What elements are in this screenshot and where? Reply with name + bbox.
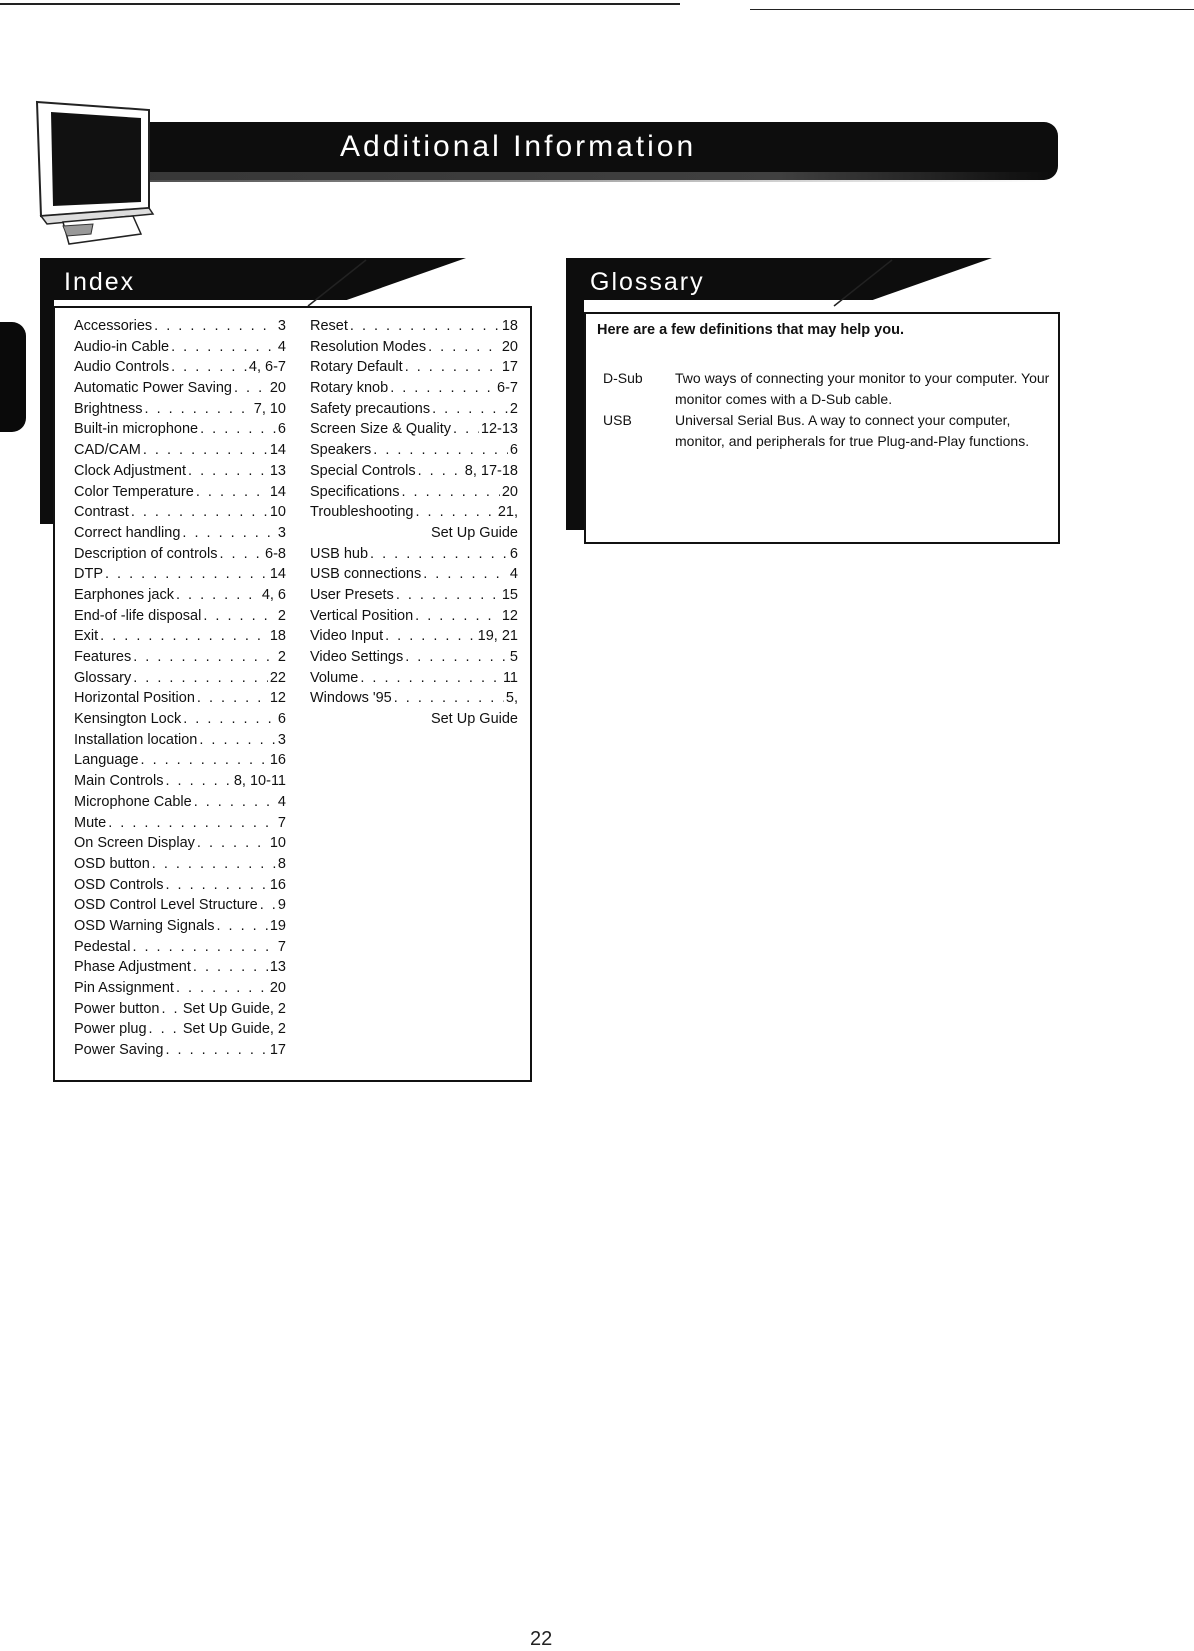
index-leader-dots [132, 939, 275, 955]
index-page-ref: 11 [502, 669, 518, 686]
index-term: Video Input [310, 628, 384, 645]
index-entry [74, 835, 286, 856]
index-page-ref: 20 [501, 338, 518, 355]
index-leader-dots [133, 649, 276, 665]
index-leader-dots [234, 380, 268, 396]
glossary-slash-decoration [826, 258, 896, 308]
index-leader-dots [165, 877, 267, 893]
index-term: Power Saving [74, 1042, 164, 1059]
index-entry [310, 587, 518, 608]
index-entry [74, 504, 286, 525]
index-page-ref: 6 [509, 442, 518, 459]
index-leader-dots [200, 421, 276, 437]
index-leader-dots [360, 670, 501, 686]
index-term: Built-in microphone [74, 421, 199, 438]
index-entry [310, 484, 518, 505]
index-right-column [310, 318, 518, 732]
index-leader-dots [176, 587, 260, 603]
index-term: Correct handling [74, 524, 181, 541]
index-page-ref: 22 [269, 669, 286, 686]
index-term: Glossary [74, 669, 132, 686]
index-term: Microphone Cable [74, 793, 192, 810]
index-page-ref: 5 [509, 649, 518, 665]
index-page-ref: 18 [501, 318, 518, 334]
index-leader-dots [197, 835, 268, 851]
index-term: Installation location [74, 731, 198, 748]
index-entry [74, 773, 286, 794]
index-leader-dots [176, 980, 268, 996]
index-heading: Index [64, 268, 136, 296]
index-page-ref: 6 [509, 545, 518, 562]
index-leader-dots [145, 401, 252, 417]
index-page-ref: 19, 21 [477, 628, 518, 645]
glossary-heading-strip [566, 298, 584, 530]
index-term: On Screen Display [74, 835, 195, 852]
index-page-ref: 14 [269, 566, 286, 583]
index-page-ref: 7 [277, 938, 286, 955]
index-term: End-of -life disposal [74, 607, 202, 624]
index-entry [74, 670, 286, 691]
index-page-ref: 4 [277, 793, 286, 810]
index-term: Rotary knob [310, 380, 389, 397]
index-page-ref: 14 [269, 442, 286, 459]
index-term: Features [74, 649, 132, 665]
index-entry [74, 484, 286, 505]
index-entry [310, 421, 518, 442]
index-entry [74, 318, 286, 339]
chapter-side-tab [0, 322, 26, 432]
index-leader-dots [370, 546, 508, 562]
index-leader-dots [143, 442, 268, 458]
index-term: Earphones jack [74, 586, 174, 603]
index-term: Language [74, 752, 139, 769]
index-leader-dots [188, 463, 268, 479]
index-leader-dots [152, 856, 276, 872]
index-heading-strip [40, 298, 54, 524]
index-entry [74, 877, 286, 898]
index-entry [310, 670, 518, 691]
index-term: Contrast [74, 504, 129, 521]
index-term: Speakers [310, 442, 372, 459]
index-page-ref: 16 [269, 752, 286, 769]
index-leader-dots [390, 380, 495, 396]
index-entry [74, 566, 286, 587]
index-leader-dots [149, 1021, 181, 1037]
index-entry [74, 711, 286, 732]
index-entry [74, 380, 286, 401]
index-term: Safety precautions [310, 400, 431, 417]
index-entry [310, 318, 518, 339]
index-leader-dots [171, 359, 247, 375]
index-term: USB hub [310, 545, 369, 562]
index-term: Volume [310, 669, 359, 686]
index-term: Reset [310, 318, 348, 334]
index-entry [74, 628, 286, 649]
index-leader-dots [405, 359, 500, 375]
index-leader-dots [428, 339, 500, 355]
index-leader-dots [373, 442, 508, 458]
index-page-ref: 10 [269, 504, 286, 521]
index-term: Automatic Power Saving [74, 380, 232, 397]
index-page-ref: 17 [269, 1042, 286, 1059]
index-entry [74, 546, 286, 567]
page-title: Additional Information [340, 130, 697, 163]
index-leader-dots [131, 504, 268, 520]
index-term: User Presets [310, 586, 394, 603]
index-term: Vertical Position [310, 607, 414, 624]
index-leader-dots [141, 752, 268, 768]
index-entry [74, 1042, 286, 1063]
index-page-ref: 18 [269, 628, 286, 645]
index-entry [74, 1001, 286, 1022]
index-entry [74, 525, 286, 546]
index-left-column [74, 318, 286, 1063]
index-entry [74, 649, 286, 670]
index-page-ref: 4, 6-7 [248, 359, 286, 376]
index-entry [310, 442, 518, 463]
index-entry [74, 897, 286, 918]
index-leader-dots [217, 918, 268, 934]
index-term: DTP [74, 566, 103, 583]
index-entry [74, 752, 286, 773]
index-term: Horizontal Position [74, 690, 195, 707]
index-term: CAD/CAM [74, 442, 141, 459]
index-page-ref: 6 [277, 421, 286, 438]
index-entry [74, 815, 286, 836]
index-term: Screen Size & Quality [310, 421, 452, 438]
index-term: Pedestal [74, 938, 131, 955]
index-page-ref: 8, 17-18 [464, 462, 518, 479]
index-page-ref: 2 [277, 607, 286, 624]
index-term: Special Controls [310, 462, 416, 479]
index-entry [310, 380, 518, 401]
index-entry [310, 401, 518, 422]
index-term: Power plug [74, 1021, 147, 1038]
index-term: Windows '95 [310, 690, 392, 707]
glossary-intro: Here are a few definitions that may help you. [597, 322, 904, 338]
index-page-ref: 13 [269, 959, 286, 976]
index-entry-continuation: Set Up Guide [430, 524, 518, 541]
index-term: Power button [74, 1000, 160, 1017]
index-entry [74, 421, 286, 442]
index-page-ref: 17 [501, 359, 518, 376]
index-term: Video Settings [310, 649, 404, 665]
index-leader-dots [396, 587, 500, 603]
index-page-ref: 6-8 [265, 545, 286, 562]
index-page-ref: 7 [277, 814, 286, 831]
index-page-ref: 12 [501, 607, 518, 624]
index-term: Phase Adjustment [74, 959, 191, 976]
index-term: OSD Control Level Structure [74, 897, 258, 914]
index-entry [74, 401, 286, 422]
index-entry [310, 628, 518, 649]
glossary-term: USB [603, 412, 632, 428]
index-page-ref: 16 [269, 876, 286, 893]
glossary-heading: Glossary [590, 268, 705, 296]
header-banner-shadow [150, 172, 1050, 182]
index-leader-dots [193, 959, 268, 975]
index-term: Troubleshooting [310, 504, 414, 521]
index-page-ref: 6 [277, 711, 286, 728]
index-entry [74, 732, 286, 753]
index-leader-dots [203, 608, 276, 624]
index-leader-dots [405, 649, 508, 665]
index-term: OSD Warning Signals [74, 917, 215, 934]
index-term: Color Temperature [74, 483, 194, 500]
index-entry [74, 939, 286, 960]
index-page-ref: 15 [501, 586, 518, 603]
index-page-ref: 8, 10-11 [233, 773, 286, 790]
index-entry [310, 339, 518, 360]
index-leader-dots [105, 566, 268, 582]
index-term: Rotary Default [310, 359, 403, 376]
index-page-ref: 10 [269, 835, 286, 852]
index-page-ref: 20 [501, 483, 518, 500]
index-slash-decoration [300, 258, 370, 308]
index-entry [74, 794, 286, 815]
glossary-definition: Universal Serial Bus. A way to connect your computer, monitor, and peripherals for true Plug-and-Play functions. [675, 412, 1030, 449]
top-rule-right [750, 9, 1194, 10]
index-leader-dots [161, 1001, 180, 1017]
index-leader-dots [432, 401, 508, 417]
index-term: OSD button [74, 855, 150, 872]
index-entry [74, 587, 286, 608]
index-term: Resolution Modes [310, 338, 427, 355]
index-leader-dots [415, 608, 500, 624]
index-leader-dots [183, 711, 276, 727]
page-number: 22 [530, 1628, 553, 1650]
index-page-ref: 4, 6 [261, 586, 286, 603]
index-leader-dots [194, 794, 276, 810]
index-page-ref: 20 [269, 380, 286, 397]
index-entry [310, 690, 518, 711]
glossary-term: D-Sub [603, 370, 643, 386]
index-leader-dots [196, 484, 268, 500]
index-leader-dots [415, 504, 495, 520]
index-entry [74, 856, 286, 877]
index-leader-dots [165, 1042, 267, 1058]
index-page-ref: 7, 10 [253, 400, 286, 417]
index-page-ref: Set Up Guide, 2 [182, 1000, 286, 1017]
index-entry [310, 546, 518, 567]
index-term: Kensington Lock [74, 711, 182, 728]
index-entry [310, 608, 518, 629]
index-term: Main Controls [74, 773, 164, 790]
index-page-ref: 8 [277, 855, 286, 872]
index-page-ref: 3 [277, 318, 286, 334]
index-term: Specifications [310, 483, 400, 500]
monitor-icon [33, 98, 157, 248]
index-page-ref: 5, [505, 690, 518, 707]
index-leader-dots [453, 421, 479, 437]
index-entry [74, 359, 286, 380]
index-entry-continuation: Set Up Guide [430, 711, 518, 728]
index-leader-dots [350, 318, 500, 334]
index-entry [310, 649, 518, 670]
index-term: Accessories [74, 318, 153, 334]
index-page-ref: 14 [269, 483, 286, 500]
index-page-ref: 12-13 [480, 421, 518, 438]
index-leader-dots [199, 732, 276, 748]
index-page-ref: 3 [277, 524, 286, 541]
index-term: Mute [74, 814, 107, 831]
index-page-ref: 19 [269, 917, 286, 934]
index-term: OSD Controls [74, 876, 164, 893]
index-leader-dots [133, 670, 268, 686]
index-term: Audio Controls [74, 359, 170, 376]
index-page-ref: 12 [269, 690, 286, 707]
index-entry [310, 463, 518, 484]
index-page-ref: 2 [509, 400, 518, 417]
index-leader-dots [260, 897, 276, 913]
index-leader-dots [154, 318, 276, 334]
index-page-ref: 4 [277, 338, 286, 355]
index-entry [310, 566, 518, 587]
index-entry [74, 463, 286, 484]
index-leader-dots [401, 484, 499, 500]
index-entry [74, 918, 286, 939]
index-term: Description of controls [74, 545, 218, 562]
index-page-ref: 9 [277, 897, 286, 914]
index-leader-dots [165, 773, 231, 789]
index-entry [74, 608, 286, 629]
index-page-ref: 2 [277, 649, 286, 665]
index-entry [74, 442, 286, 463]
index-term: Exit [74, 628, 99, 645]
index-entry [74, 1021, 286, 1042]
index-page-ref: 4 [509, 566, 518, 583]
index-page-ref: 6-7 [497, 380, 518, 397]
index-leader-dots [219, 546, 263, 562]
index-term: Pin Assignment [74, 980, 174, 996]
index-leader-dots [394, 690, 504, 706]
index-leader-dots [182, 525, 276, 541]
index-leader-dots [385, 628, 476, 644]
index-term: Audio-in Cable [74, 338, 170, 355]
index-term: Brightness [74, 400, 143, 417]
index-entry [74, 980, 286, 1001]
index-page-ref: Set Up Guide, 2 [182, 1021, 286, 1038]
glossary-definition: Two ways of connecting your monitor to your computer. Your monitor comes with a D-Sub cable. [675, 370, 1050, 407]
index-page-ref: 13 [269, 462, 286, 479]
index-leader-dots [197, 690, 268, 706]
index-entry [74, 959, 286, 980]
index-leader-dots [108, 815, 276, 831]
index-term: USB connections [310, 566, 422, 583]
index-entry [310, 359, 518, 380]
index-leader-dots [418, 463, 463, 479]
index-page-ref: 3 [277, 731, 286, 748]
index-term: Clock Adjustment [74, 462, 187, 479]
index-entry [310, 504, 518, 525]
index-entry [74, 339, 286, 360]
top-rule-left [0, 3, 680, 5]
index-leader-dots [171, 339, 276, 355]
index-leader-dots [423, 566, 508, 582]
index-leader-dots [100, 628, 268, 644]
index-page-ref: 21, [497, 504, 518, 521]
index-entry [74, 690, 286, 711]
index-page-ref: 20 [269, 980, 286, 996]
